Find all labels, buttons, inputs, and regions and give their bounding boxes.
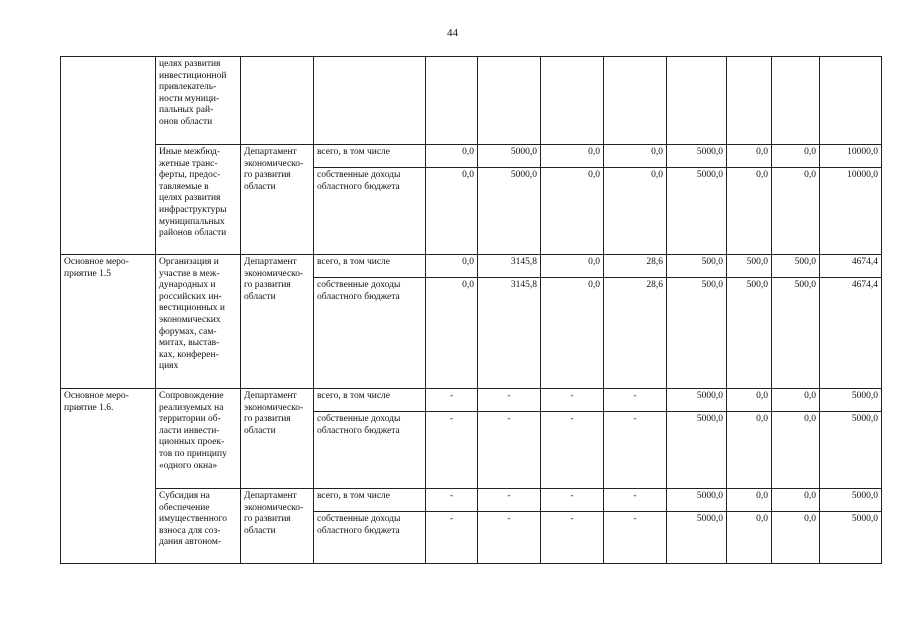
value-cell: - xyxy=(541,412,604,489)
page-number: 44 xyxy=(447,27,458,39)
value-cell: - xyxy=(426,489,478,512)
value-cell: 10000,0 xyxy=(820,145,882,168)
source-label-cell: собственные доходы областного бюджета xyxy=(314,512,426,564)
value-cell: 0,0 xyxy=(426,255,478,278)
empty-cell xyxy=(241,57,314,145)
value-cell: - xyxy=(478,412,541,489)
value-cell: - xyxy=(426,412,478,489)
budget-table xyxy=(60,56,882,564)
value-cell: - xyxy=(541,512,604,564)
value-cell: 500,0 xyxy=(772,255,820,278)
empty-cell xyxy=(478,57,541,145)
value-cell: 0,0 xyxy=(727,489,772,512)
empty-cell xyxy=(541,57,604,145)
value-cell: 0,0 xyxy=(727,412,772,489)
event-cell xyxy=(61,57,156,255)
value-cell: - xyxy=(478,512,541,564)
value-cell: 5000,0 xyxy=(478,145,541,168)
value-cell: - xyxy=(541,489,604,512)
value-cell: - xyxy=(426,389,478,412)
value-cell: - xyxy=(604,389,667,412)
table-row-total xyxy=(61,255,882,278)
value-cell: 0,0 xyxy=(772,168,820,255)
value-cell: 5000,0 xyxy=(667,489,727,512)
value-cell: - xyxy=(541,389,604,412)
value-cell: 0,0 xyxy=(772,512,820,564)
value-cell: - xyxy=(604,512,667,564)
value-cell: 0,0 xyxy=(727,512,772,564)
value-cell: 0,0 xyxy=(727,389,772,412)
value-cell: - xyxy=(604,489,667,512)
value-cell: 0,0 xyxy=(426,168,478,255)
source-label-cell: всего, в том числе xyxy=(314,145,426,168)
value-cell: - xyxy=(604,412,667,489)
value-cell: 0,0 xyxy=(772,145,820,168)
measure-title-cell: Организация и участие в меж- дународных и российских ин- вестиционных и экономических форумах, сам- митах, выстав- ках, конферен- циях xyxy=(156,255,241,389)
measure-title-cell: Иные межбюд- жетные транс- ферты, предос- тавляемые в целях развития инфраструктуры муниципальных районов области xyxy=(156,145,241,255)
empty-cell xyxy=(727,57,772,145)
value-cell: 500,0 xyxy=(667,255,727,278)
empty-cell xyxy=(314,57,426,145)
value-cell: 5000,0 xyxy=(667,168,727,255)
source-label-cell: всего, в том числе xyxy=(314,389,426,412)
event-cell: Основное меро- приятие 1.6. xyxy=(61,389,156,564)
table-row-total xyxy=(61,389,882,412)
value-cell: 0,0 xyxy=(426,145,478,168)
event-cell: Основное меро- приятие 1.5 xyxy=(61,255,156,389)
source-label-cell: всего, в том числе xyxy=(314,255,426,278)
value-cell: 0,0 xyxy=(727,145,772,168)
source-label-cell: собственные доходы областного бюджета xyxy=(314,278,426,389)
department-cell: Департамент экономическо- го развития области xyxy=(241,145,314,255)
department-cell: Департамент экономическо- го развития области xyxy=(241,389,314,489)
value-cell: 5000,0 xyxy=(667,412,727,489)
value-cell: 0,0 xyxy=(772,489,820,512)
value-cell: 0,0 xyxy=(426,278,478,389)
value-cell: 5000,0 xyxy=(820,512,882,564)
value-cell: 28,6 xyxy=(604,278,667,389)
value-cell: 500,0 xyxy=(667,278,727,389)
value-cell: 0,0 xyxy=(772,389,820,412)
source-label-cell: собственные доходы областного бюджета xyxy=(314,168,426,255)
value-cell: 4674,4 xyxy=(820,255,882,278)
value-cell: 5000,0 xyxy=(667,389,727,412)
value-cell: 10000,0 xyxy=(820,168,882,255)
value-cell: 0,0 xyxy=(541,168,604,255)
value-cell: 5000,0 xyxy=(820,489,882,512)
department-cell: Департамент экономическо- го развития области xyxy=(241,255,314,389)
empty-cell xyxy=(604,57,667,145)
measure-title-cell: целях развития инвестиционной привлекатель- ности муници- пальных рай- онов области xyxy=(156,57,241,145)
value-cell: 5000,0 xyxy=(820,412,882,489)
empty-cell xyxy=(667,57,727,145)
value-cell: 3145,8 xyxy=(478,278,541,389)
empty-cell xyxy=(426,57,478,145)
value-cell: 5000,0 xyxy=(820,389,882,412)
value-cell: 500,0 xyxy=(727,255,772,278)
table-row-total xyxy=(61,489,882,512)
source-label-cell: собственные доходы областного бюджета xyxy=(314,412,426,489)
value-cell: - xyxy=(426,512,478,564)
value-cell: 0,0 xyxy=(727,168,772,255)
measure-title-cell: Субсидия на обеспечение имущественного взноса для соз- дания автоном- xyxy=(156,489,241,564)
value-cell: - xyxy=(478,489,541,512)
table-row-total xyxy=(61,145,882,168)
department-cell: Департамент экономическо- го развития области xyxy=(241,489,314,564)
value-cell: 0,0 xyxy=(772,412,820,489)
value-cell: 0,0 xyxy=(604,145,667,168)
value-cell: 5000,0 xyxy=(667,512,727,564)
source-label-cell: всего, в том числе xyxy=(314,489,426,512)
value-cell: 0,0 xyxy=(541,278,604,389)
value-cell: 4674,4 xyxy=(820,278,882,389)
value-cell: - xyxy=(478,389,541,412)
value-cell: 0,0 xyxy=(541,255,604,278)
value-cell: 500,0 xyxy=(772,278,820,389)
empty-cell xyxy=(772,57,820,145)
table-row-continuation xyxy=(61,57,882,145)
value-cell: 5000,0 xyxy=(478,168,541,255)
value-cell: 3145,8 xyxy=(478,255,541,278)
value-cell: 0,0 xyxy=(604,168,667,255)
value-cell: 500,0 xyxy=(727,278,772,389)
measure-title-cell: Сопровождение реализуемых на территории об- ласти инвести- ционных проек- тов по принципу «одного окна» xyxy=(156,389,241,489)
empty-cell xyxy=(820,57,882,145)
value-cell: 0,0 xyxy=(541,145,604,168)
value-cell: 28,6 xyxy=(604,255,667,278)
value-cell: 5000,0 xyxy=(667,145,727,168)
